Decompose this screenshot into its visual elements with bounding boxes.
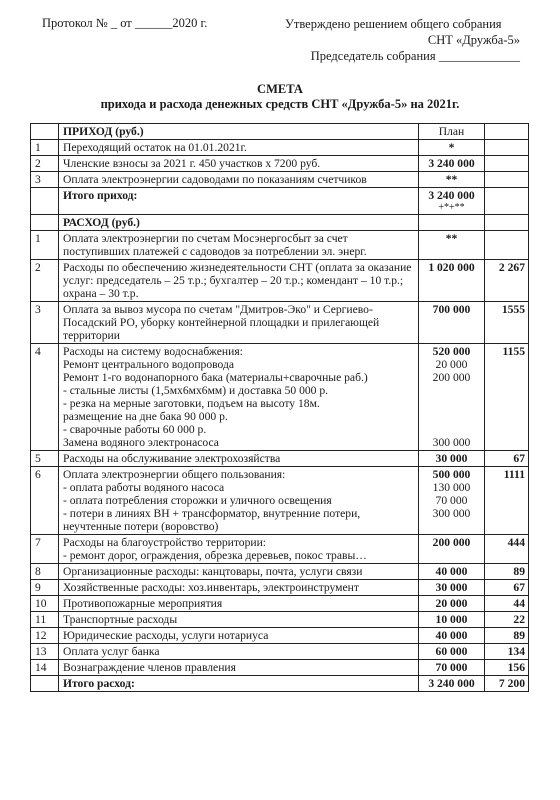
plan-header: План [419,124,485,140]
expense-row [31,628,529,644]
row-description [59,467,419,535]
row-extra: 156 [485,660,529,676]
income-header-row [31,124,529,140]
plan-value [421,549,482,562]
plan-value: 40 000 [435,629,468,642]
row-extra: 67 [485,451,529,467]
plan-value: ** [445,173,458,186]
row-description [59,612,419,628]
description-line: Замена водяного электронасоса [63,436,219,449]
row-plan [419,660,485,676]
row-extra: 1155 [485,344,529,451]
expense-row [31,344,529,451]
row-extra: 89 [485,564,529,580]
plan-value: 30 000 [435,581,468,594]
empty-cell [31,215,59,231]
description-line: Вознаграждение членов правления [63,661,236,674]
row-plan [419,451,485,467]
expense-row [31,535,529,564]
expense-row [31,596,529,612]
empty-cell [31,124,59,140]
income-total-row [31,188,529,215]
income-row [31,172,529,188]
description-line: Оплата электроэнергии по счетам Мосэнергосбыт за счет поступивших платежей с садоводов за потреблении эл. энерг. [63,232,367,258]
description-line: - оплата потребления сторожки и уличного освещения [63,494,332,507]
protocol-line: Протокол № _ от ______2020 г. [42,16,208,30]
plan-value: * [448,141,455,154]
row-plan [419,172,485,188]
expense-row [31,467,529,535]
empty-cell [419,215,485,231]
income-row [31,140,529,156]
description-line: - резка на мерные заготовки, подъем на высоту 18м. [63,397,320,410]
row-number: 3 [31,302,59,344]
expense-header-row [31,215,529,231]
row-description [59,260,419,302]
expense-row [31,302,529,344]
row-number: 1 [31,231,59,260]
row-plan [419,535,485,564]
row-description [59,451,419,467]
row-description [59,564,419,580]
expense-row [31,644,529,660]
plan-value: 3 240 000 [428,157,475,170]
row-plan [419,596,485,612]
plan-value [421,384,482,397]
expense-row [31,612,529,628]
description-line: размещение на дне бака 90 000 р. [63,410,228,423]
row-extra [485,231,529,260]
row-description [59,628,419,644]
row-plan [419,580,485,596]
row-plan [419,140,485,156]
row-number: 12 [31,628,59,644]
plan-value: 30 000 [435,452,468,465]
approval-block [285,16,520,64]
plan-value: 300 000 [432,507,471,520]
description-line: Транспортные расходы [63,613,178,626]
income-header: ПРИХОД (руб.) [59,124,419,140]
row-extra: 67 [485,580,529,596]
row-description [59,231,419,260]
expense-row [31,660,529,676]
approval-line-1: Утверждено решением общего собрания [285,17,502,31]
row-number: 7 [31,535,59,564]
row-description [59,644,419,660]
row-description [59,535,419,564]
description-line: - стальные листы (1,5мх6мх6мм) и доставка 50 000 р. [63,384,329,397]
plan-value: 60 000 [435,645,468,658]
description-line: Ремонт 1-го водонапорного бака (материалы+сварочные раб.) [63,371,368,384]
row-plan [419,344,485,451]
row-number: 8 [31,564,59,580]
plan-value: ** [445,232,458,245]
row-number: 11 [31,612,59,628]
row-description [59,140,419,156]
plan-value [421,423,482,436]
income-total-label: Итого приход: [59,188,419,215]
income-total-note: +*+** [438,202,465,213]
plan-value: 300 000 [432,436,471,449]
description-line: Ремонт центрального водопровода [63,358,235,371]
plan-value: 200 000 [432,536,471,549]
plan-value: 520 000 [432,345,471,358]
row-description [59,172,419,188]
expense-row [31,231,529,260]
income-row [31,156,529,172]
expense-header: РАСХОД (руб.) [59,215,419,231]
row-extra [485,156,529,172]
description-line: Переходящий остаток на 01.01.2021г. [63,141,247,154]
plan-value: 10 000 [435,613,468,626]
description-line: Юридические расходы, услуги нотариуса [63,629,269,642]
plan-value: 20 000 [435,597,468,610]
expense-row [31,580,529,596]
row-number: 5 [31,451,59,467]
expense-row [31,260,529,302]
plan-value: 700 000 [432,303,471,316]
row-extra: 1111 [485,467,529,535]
description-line: Оплата электроэнергии общего пользования: [63,468,286,481]
row-number: 10 [31,596,59,612]
row-extra: 22 [485,612,529,628]
description-line: Расходы на благоустройство территории: [63,536,267,549]
plan-value: 200 000 [432,371,471,384]
plan-value: 1 020 000 [428,261,475,274]
row-number: 2 [31,156,59,172]
row-number: 2 [31,260,59,302]
row-description [59,344,419,451]
expense-row [31,451,529,467]
description-line: - ремонт дорог, ограждения, обрезка деревьев, покос травы… [63,549,367,562]
description-line: Хозяйственные расходы: хоз.инвентарь, электроинструмент [63,581,359,594]
row-extra: 1555 [485,302,529,344]
row-number: 14 [31,660,59,676]
plan-value [421,397,482,410]
row-number: 6 [31,467,59,535]
empty-cell [485,215,529,231]
budget-table-body [31,124,529,692]
document-title: СМЕТА [257,82,303,96]
budget-table [30,123,529,692]
description-line: Расходы на систему водоснабжения: [63,345,243,358]
description-line: Оплата электроэнергии садоводами по показаниям счетчиков [63,173,367,186]
description-line: Оплата за вывоз мусора по счетам "Дмитров-Эко" и Сергиево-Посадский РО, уборку контейнерной площадки и прилегающей территории [63,303,380,342]
description-line: Членские взносы за 2021 г. 450 участков х 7200 руб. [63,157,321,170]
expense-total-extra: 7 200 [485,676,529,692]
empty-cell [485,124,529,140]
empty-cell [31,676,59,692]
expense-row [31,564,529,580]
income-total-value [419,188,485,215]
row-description [59,156,419,172]
income-total-amount: 3 240 000 [428,189,475,202]
description-line: Противопожарные мероприятия [63,597,223,610]
row-extra: 89 [485,628,529,644]
empty-cell [485,188,529,215]
expense-total-label: Итого расход: [59,676,419,692]
row-description [59,660,419,676]
row-plan [419,467,485,535]
row-plan [419,231,485,260]
plan-value: 70 000 [435,494,468,507]
document-subtitle: прихода и расхода денежных средств СНТ «Дружба-5» на 2021г. [100,97,460,111]
expense-total-row [31,676,529,692]
description-line: Расходы по обеспечению жизнедеятельности СНТ (оплата за оказание услуг: председатель – 25 т.р.; бухгалтер – 20 т.р.; комендант – 10 т.р.; охрана – 30 т.р. [63,261,412,300]
row-description [59,580,419,596]
plan-value: 500 000 [432,468,471,481]
plan-value: 70 000 [435,661,468,674]
row-description [59,596,419,612]
row-extra: 2 267 [485,260,529,302]
approval-line-2: СНТ «Дружба-5» [427,33,520,47]
row-description [59,302,419,344]
description-line: Организационные расходы: канцтовары, почта, услуги связи [63,565,363,578]
row-extra [485,140,529,156]
plan-value: 20 000 [435,358,468,371]
row-plan [419,302,485,344]
row-plan [419,156,485,172]
description-line: Расходы на обслуживание электрохозяйства [63,452,281,465]
row-plan [419,612,485,628]
description-line: - сварочные работы 60 000 р. [63,423,207,436]
description-line: - оплата работы водяного насоса [63,481,225,494]
plan-value [421,520,482,533]
row-plan [419,260,485,302]
empty-cell [31,188,59,215]
approval-line-3: Председатель собрания _____________ [310,49,520,63]
description-line: - потери в линиях ВН + трансформатор, внутренние потери, [63,507,361,520]
plan-value: 40 000 [435,565,468,578]
expense-total-value: 3 240 000 [419,676,485,692]
description-line: Оплата услуг банка [63,645,160,658]
row-number: 4 [31,344,59,451]
row-extra: 444 [485,535,529,564]
row-number: 13 [31,644,59,660]
description-line: неучтенные потери (воровство) [63,520,219,533]
row-plan [419,628,485,644]
plan-value [421,410,482,423]
row-number: 1 [31,140,59,156]
row-number: 3 [31,172,59,188]
row-extra [485,172,529,188]
row-extra: 134 [485,644,529,660]
plan-value: 130 000 [432,481,471,494]
row-extra: 44 [485,596,529,612]
row-plan [419,644,485,660]
row-plan [419,564,485,580]
row-number: 9 [31,580,59,596]
